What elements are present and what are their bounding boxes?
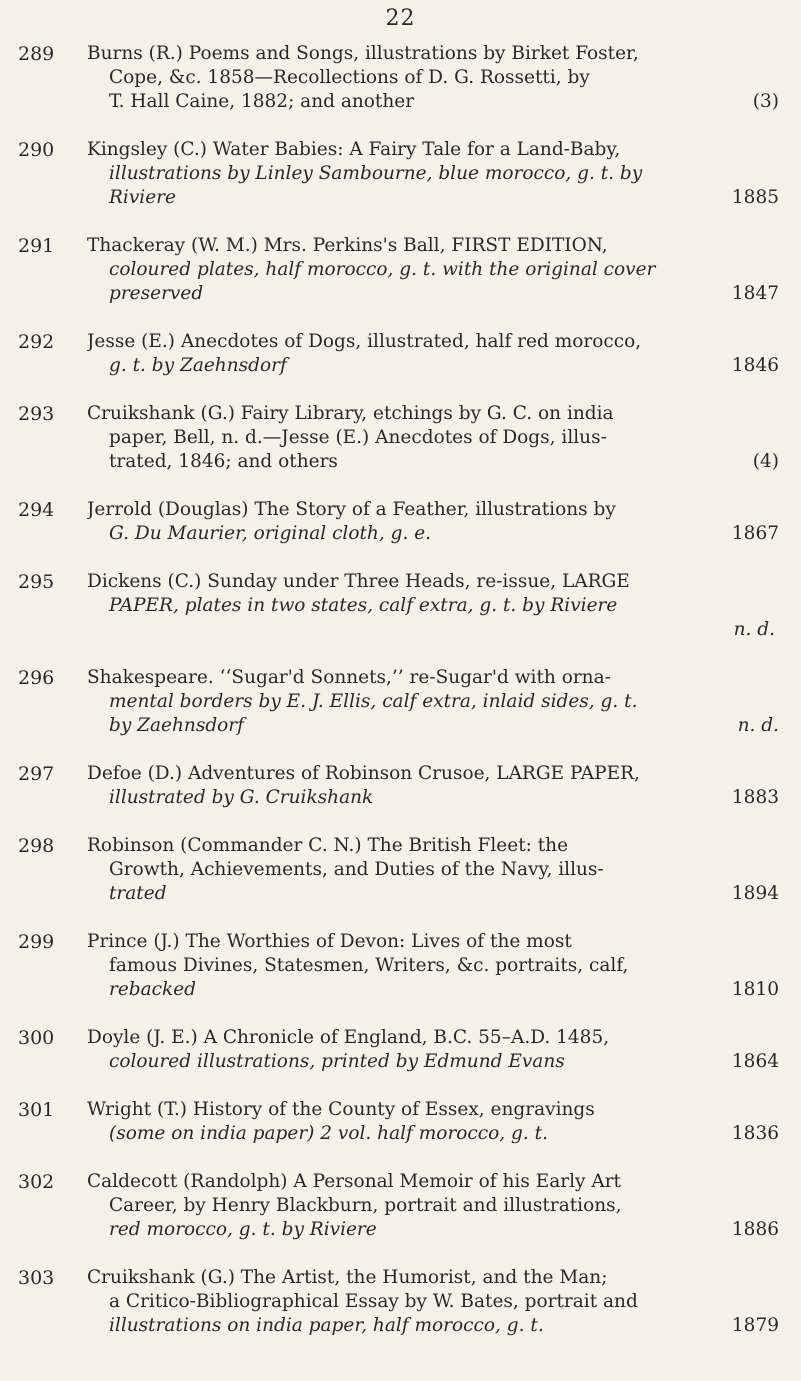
description-line: G. Du Maurier, original cloth, g. e. xyxy=(109,523,432,544)
description-line: Kingsley (C.) Water Babies: A Fairy Tale for a Land-Baby, xyxy=(87,139,621,160)
lot-number: 298 xyxy=(18,835,55,857)
lot-number: 297 xyxy=(18,763,55,785)
lot-date: 1846 xyxy=(731,355,779,376)
catalogue-entry xyxy=(0,1098,801,1170)
lot-number: 289 xyxy=(18,43,55,65)
description-line: Wright (T.) History of the County of Essex, engravings xyxy=(87,1099,595,1120)
lot-description xyxy=(87,570,779,642)
description-line: paper, Bell, n. d.—Jesse (E.) Anecdotes of Dogs, illus- xyxy=(109,427,607,448)
catalogue-entry xyxy=(0,570,801,666)
lot-description xyxy=(87,42,779,114)
catalogue-list xyxy=(0,42,801,1362)
lot-date: 1836 xyxy=(731,1123,779,1144)
catalogue-entry xyxy=(0,666,801,762)
description-line: trated, 1846; and others xyxy=(109,451,338,472)
description-line-final xyxy=(87,882,779,906)
description-line: Shakespeare. ‘‘Sugar'd Sonnets,’’ re-Sugar'd with orna- xyxy=(87,667,611,688)
catalogue-entry xyxy=(0,834,801,930)
catalogue-entry xyxy=(0,234,801,330)
lot-number: 301 xyxy=(18,1099,55,1121)
lot-number: 302 xyxy=(18,1171,55,1193)
description-line: illustrated by G. Cruikshank xyxy=(109,787,374,808)
description-line: Cruikshank (G.) Fairy Library, etchings by G. C. on india xyxy=(87,403,614,424)
page-number: 22 xyxy=(385,6,416,31)
description-line-final xyxy=(87,90,779,114)
catalogue-entry xyxy=(0,498,801,570)
catalogue-entry xyxy=(0,1026,801,1098)
description-line-final xyxy=(87,282,779,306)
description-line: coloured illustrations, printed by Edmund Evans xyxy=(109,1051,565,1072)
description-line: trated xyxy=(109,883,167,904)
description-line-final xyxy=(87,354,779,378)
lot-date: 1886 xyxy=(731,1219,779,1240)
lot-description xyxy=(87,666,779,738)
catalogue-entry xyxy=(0,330,801,402)
description-line: Cope, &c. 1858—Recollections of D. G. Rossetti, by xyxy=(109,67,590,88)
description-line: illustrations by Linley Sambourne, blue morocco, g. t. by xyxy=(109,163,643,184)
description-line: Dickens (C.) Sunday under Three Heads, re-issue, LARGE xyxy=(87,571,630,592)
description-line: Career, by Henry Blackburn, portrait and illustrations, xyxy=(109,1195,622,1216)
description-line-final xyxy=(87,1122,779,1146)
description-line: mental borders by E. J. Ellis, calf extra, inlaid sides, g. t. xyxy=(109,691,638,712)
lot-number: 290 xyxy=(18,139,55,161)
lot-description xyxy=(87,1170,779,1242)
catalogue-entry xyxy=(0,1266,801,1362)
lot-date: 1810 xyxy=(731,979,779,1000)
lot-date: 1867 xyxy=(731,523,779,544)
catalogue-entry xyxy=(0,762,801,834)
lot-description xyxy=(87,498,779,546)
description-line: T. Hall Caine, 1882; and another xyxy=(109,91,415,112)
description-line: famous Divines, Statesmen, Writers, &c. portraits, calf, xyxy=(109,955,629,976)
lot-number: 293 xyxy=(18,403,55,425)
description-line: illustrations on india paper, half morocco, g. t. xyxy=(109,1315,544,1336)
description-line-final xyxy=(87,1218,779,1242)
description-line: Growth, Achievements, and Duties of the Navy, illus- xyxy=(109,859,604,880)
description-line: Burns (R.) Poems and Songs, illustrations by Birket Foster, xyxy=(87,43,639,64)
catalogue-entry xyxy=(0,402,801,498)
catalogue-entry xyxy=(0,138,801,234)
description-line: Defoe (D.) Adventures of Robinson Crusoe, LARGE PAPER, xyxy=(87,763,640,784)
lot-description xyxy=(87,234,779,306)
description-line-final xyxy=(87,186,779,210)
description-line: Thackeray (W. M.) Mrs. Perkins's Ball, FIRST EDITION, xyxy=(87,235,608,256)
description-line-final xyxy=(87,522,779,546)
catalogue-entry xyxy=(0,42,801,138)
lot-date: n. d. xyxy=(737,715,779,736)
lot-number: 294 xyxy=(18,499,55,521)
lot-description xyxy=(87,762,779,810)
description-line: (some on india paper) 2 vol. half morocco, g. t. xyxy=(109,1123,548,1144)
description-line: rebacked xyxy=(109,979,197,1000)
lot-description xyxy=(87,402,779,474)
description-line: a Critico-Bibliographical Essay by W. Bates, portrait and xyxy=(109,1291,638,1312)
lot-number: 303 xyxy=(18,1267,55,1289)
lot-date: (3) xyxy=(752,91,779,112)
description-line: Riviere xyxy=(109,187,176,208)
description-line: g. t. by Zaehnsdorf xyxy=(109,355,287,376)
lot-description xyxy=(87,1098,779,1146)
description-line-final xyxy=(87,1050,779,1074)
lot-number: 300 xyxy=(18,1027,55,1049)
catalogue-entry xyxy=(0,930,801,1026)
description-line-final xyxy=(87,714,779,738)
lot-date: n. d. xyxy=(733,619,775,640)
description-line-final xyxy=(87,786,779,810)
lot-number: 292 xyxy=(18,331,55,353)
description-line: preserved xyxy=(109,283,204,304)
description-line: Cruikshank (G.) The Artist, the Humorist, and the Man; xyxy=(87,1267,608,1288)
description-line: by Zaehnsdorf xyxy=(109,715,245,736)
lot-date: 1883 xyxy=(731,787,779,808)
lot-description xyxy=(87,1026,779,1074)
description-line: PAPER, plates in two states, calf extra, g. t. by Riviere xyxy=(109,595,618,616)
lot-description xyxy=(87,138,779,210)
lot-date: 1864 xyxy=(731,1051,779,1072)
description-line: coloured plates, half morocco, g. t. with the original cover xyxy=(109,259,656,280)
lot-date: 1885 xyxy=(731,187,779,208)
description-line: Prince (J.) The Worthies of Devon: Lives of the most xyxy=(87,931,572,952)
description-line: Doyle (J. E.) A Chronicle of England, B.C. 55–A.D. 1485, xyxy=(87,1027,610,1048)
lot-date: (4) xyxy=(752,451,779,472)
description-line: Jerrold (Douglas) The Story of a Feather, illustrations by xyxy=(87,499,616,520)
lot-description xyxy=(87,330,779,378)
lot-number: 291 xyxy=(18,235,55,257)
lot-description xyxy=(87,1266,779,1338)
lot-number: 296 xyxy=(18,667,55,689)
lot-number: 299 xyxy=(18,931,55,953)
description-line: Caldecott (Randolph) A Personal Memoir of his Early Art xyxy=(87,1171,621,1192)
description-line-final xyxy=(87,450,779,474)
lot-description xyxy=(87,834,779,906)
catalogue-entry xyxy=(0,1170,801,1266)
lot-number: 295 xyxy=(18,571,55,593)
lot-date: 1879 xyxy=(731,1315,779,1336)
lot-description xyxy=(87,930,779,1002)
description-line: red morocco, g. t. by Riviere xyxy=(109,1219,377,1240)
lot-date: 1894 xyxy=(731,883,779,904)
lot-date: 1847 xyxy=(731,283,779,304)
description-line-final xyxy=(87,1314,779,1338)
description-line-final xyxy=(87,978,779,1002)
description-line: Robinson (Commander C. N.) The British Fleet: the xyxy=(87,835,569,856)
description-line: Jesse (E.) Anecdotes of Dogs, illustrated, half red morocco, xyxy=(87,331,642,352)
